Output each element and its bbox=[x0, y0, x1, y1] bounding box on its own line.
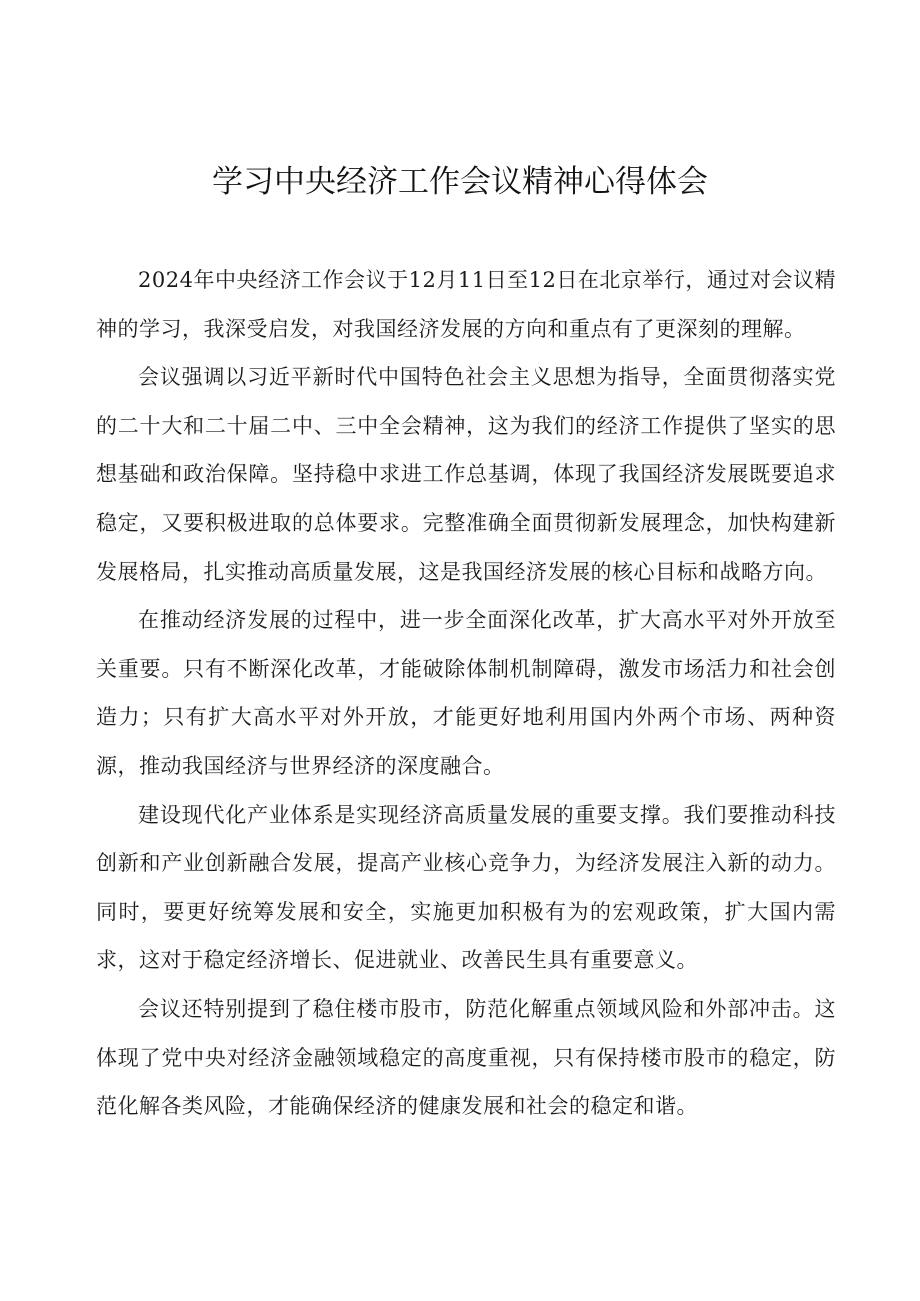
paragraph-4: 建设现代化产业体系是实现经济高质量发展的重要支撑。我们要推动科技创新和产业创新融合发展，提高产业核心竞争力，为经济发展注入新的动力。同时，要更好统筹发展和安全，实施更加积极有为的宏观政策，扩大国内需求，这对于稳定经济增长、促进就业、改善民生具有重要意义。 bbox=[96, 802, 836, 973]
paragraph-5: 会议还特别提到了稳住楼市股市，防范化解重点领域风险和外部冲击。这体现了党中央对经济金融领域稳定的高度重视，只有保持楼市股市的稳定，防范化解各类风险，才能确保经济的健康发展和社会的稳定和谐。 bbox=[96, 996, 836, 1119]
paragraph-1: 2024年中央经济工作会议于12月11日至12日在北京举行，通过对会议精神的学习，我深受启发，对我国经济发展的方向和重点有了更深刻的理解。 bbox=[96, 268, 836, 341]
paragraph-2: 会议强调以习近平新时代中国特色社会主义思想为指导，全面贯彻落实党的二十大和二十届二中、三中全会精神，这为我们的经济工作提供了坚实的思想基础和政治保障。坚持稳中求进工作总基调，体现了我国经济发展既要追求稳定，又要积极进取的总体要求。完整准确全面贯彻新发展理念，加快构建新发展格局，扎实推动高质量发展，这是我国经济发展的核心目标和战略方向。 bbox=[96, 365, 836, 584]
document-body bbox=[96, 256, 836, 1131]
paragraph-3: 在推动经济发展的过程中，进一步全面深化改革，扩大高水平对外开放至关重要。只有不断深化改革，才能破除体制机制障碍，激发市场活力和社会创造力；只有扩大高水平对外开放，才能更好地利用国内外两个市场、两种资源，推动我国经济与世界经济的深度融合。 bbox=[96, 608, 836, 778]
document-title: 学习中央经济工作会议精神心得体会 bbox=[212, 164, 708, 200]
